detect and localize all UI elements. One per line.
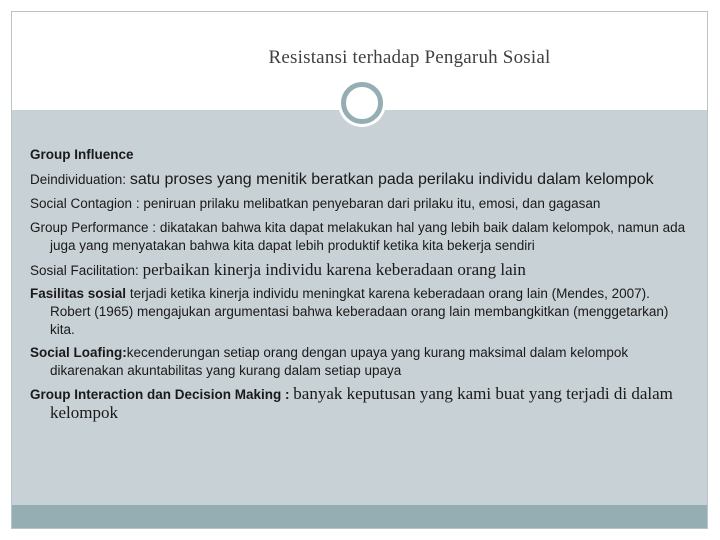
circle-ornament-icon	[341, 82, 383, 124]
item-group-performance	[30, 219, 690, 255]
item-desc: satu proses yang menitik beratkan pada perilaku individu dalam kelompok	[129, 171, 654, 188]
bottom-bar	[12, 505, 707, 528]
item-term: Social Loafing:	[30, 345, 127, 360]
item-term: Deindividuation:	[30, 172, 127, 187]
item-term: Group Interaction dan Decision Making :	[30, 387, 290, 402]
item-social-contagion	[30, 195, 690, 213]
item-term: Social Contagion	[30, 196, 133, 211]
item-fasilitas-sosial	[30, 285, 690, 339]
item-desc: banyak keputusan yang kami buat yang terjadi di dalam kelompok	[50, 384, 673, 422]
item-desc: dikatakan bahwa kita dapat melakukan hal yang lebih baik dalam kelompok, namun ada juga yang menyatakan bahwa kita dapat lebih produktif ketika kita bekerja sendiri	[50, 220, 686, 253]
item-desc: terjadi ketika kinerja individu meningkat karena keberadaan orang lain (Mendes, 2007). Robert (1965) mengajukan argumentasi bahwa keberadaan orang lain membangkitkan (menggetarkan) kita.	[50, 286, 669, 337]
slide-body	[30, 146, 690, 423]
item-group-interaction	[30, 385, 690, 423]
item-desc: kecenderungan setiap orang dengan upaya yang kurang maksimal dalam kelompok dikarenakan akuntabilitas yang kurang dalam setiap upaya	[50, 345, 629, 378]
item-term: Group Performance :	[30, 220, 157, 235]
item-group-influence	[30, 146, 690, 164]
item-deindividuation	[30, 171, 690, 189]
item-desc: perbaikan kinerja individu karena keberadaan orang lain	[142, 260, 526, 279]
item-social-loafing	[30, 344, 690, 380]
slide-title: Resistansi terhadap Pengaruh Sosial	[268, 47, 551, 68]
item-term: Sosial Facilitation:	[30, 263, 139, 278]
item-term: Fasilitas sosial	[30, 286, 127, 301]
item-sosial-facilitation	[30, 261, 690, 280]
item-desc: : peniruan prilaku melibatkan penyebaran dari prilaku itu, emosi, dan gagasan	[135, 196, 601, 211]
item-term: Group Influence	[30, 147, 134, 162]
